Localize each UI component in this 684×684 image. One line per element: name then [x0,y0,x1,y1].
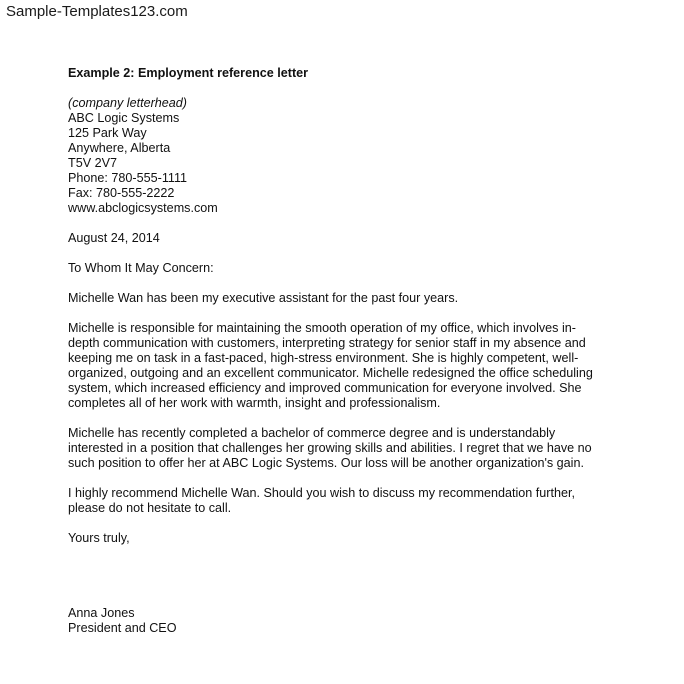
paragraph-recommendation [68,486,628,516]
paragraph-line: interested in a position that challenges her growing skills and abilities. I regret that we have no [68,441,592,455]
paragraph-line: such position to offer her at ABC Logic Systems. Our loss will be another organization's gain. [68,456,584,470]
paragraph-responsibilities [68,321,628,411]
letter-title: Example 2: Employment reference letter [68,66,309,80]
paragraph-line: Michelle has recently completed a bachelor of commerce degree and is understandably [68,426,556,440]
signature-space [68,561,628,606]
paragraph-line: Michelle Wan has been my executive assistant for the past four years. [68,291,459,305]
paragraph-line: I highly recommend Michelle Wan. Should you wish to discuss my recommendation further, [68,486,576,500]
paragraph-line: please do not hesitate to call. [68,501,232,515]
date-text: August 24, 2014 [68,231,160,245]
site-watermark: Sample-Templates123.com [6,3,188,20]
paragraph-line: system, which increased efficiency and improved communication for everyone involved. She [68,381,582,395]
company-name: ABC Logic Systems [68,111,180,125]
closing-text: Yours truly, [68,531,130,545]
salutation [68,261,628,276]
paragraph-intro [68,291,628,306]
paragraph-line: organized, outgoing and an excellent communicator. Michelle redesigned the office scheduling [68,366,593,380]
paragraph-line: Michelle is responsible for maintaining the smooth operation of my office, which involves in- [68,321,576,335]
signature-block [68,606,628,636]
paragraph-line: completes all of her work with warmth, insight and professionalism. [68,396,441,410]
closing [68,531,628,546]
letterhead [68,96,628,216]
reference-letter [68,66,628,636]
paragraph-line: depth communication with customers, interpreting strategy for senior staff in my absence and [68,336,586,350]
city-province: Anywhere, Alberta [68,141,171,155]
postal-code: T5V 2V7 [68,156,118,170]
letterhead-note: (company letterhead) [68,96,188,110]
paragraph-education [68,426,628,471]
street-address: 125 Park Way [68,126,147,140]
signer-name: Anna Jones [68,606,135,620]
website: www.abclogicsystems.com [68,201,218,215]
paragraph-line: keeping me on task in a fast-paced, high-stress environment. She is highly competent, well- [68,351,579,365]
fax-number: Fax: 780-555-2222 [68,186,175,200]
phone-number: Phone: 780-555-1111 [68,171,188,185]
salutation-text: To Whom It May Concern: [68,261,214,275]
signer-title: President and CEO [68,621,177,635]
letter-date [68,231,628,246]
